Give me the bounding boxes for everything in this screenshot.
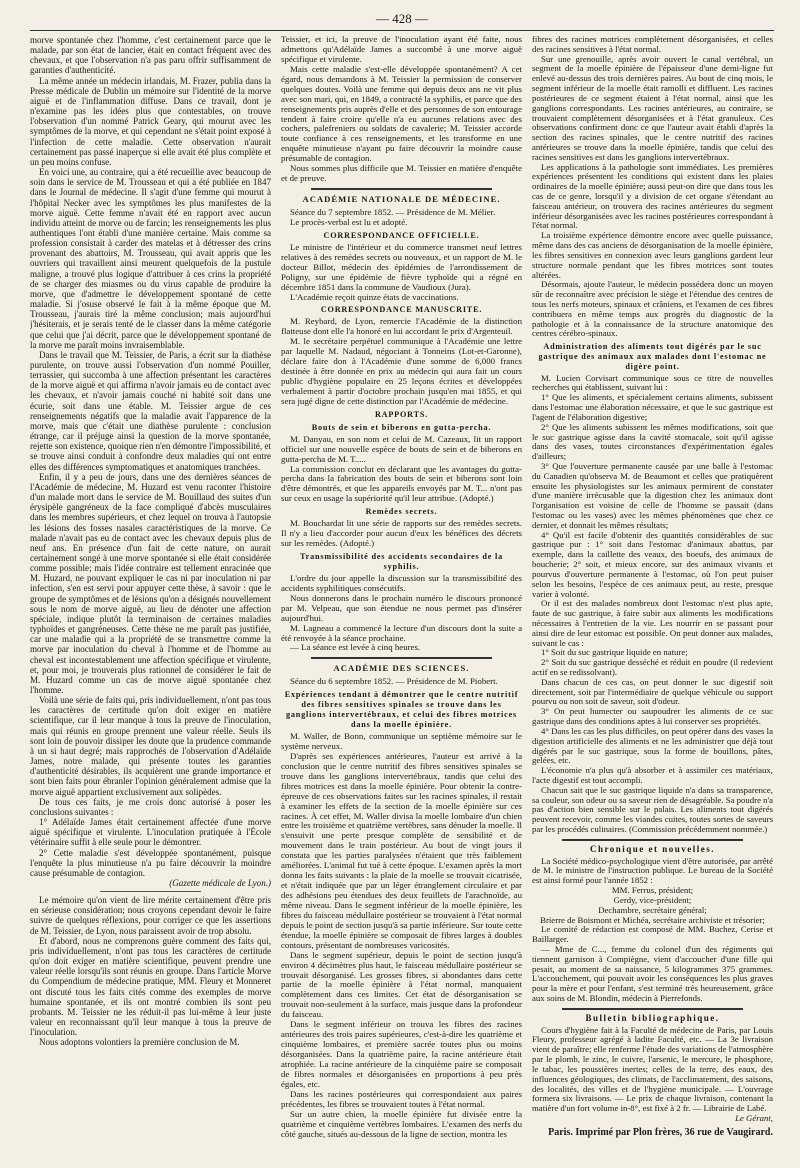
gerant-line: Le Gérant,	[735, 1112, 773, 1123]
paragraph: M. Danyau, en son nom et celui de M. Cazeaux, lit un rapport officiel sur une nouvelle espèce de bouts de sein et de biberons en gutta-percha de M. T.....	[281, 433, 522, 464]
list-item: 2° Que les aliments subissent les mêmes modifications, soit que le suc gastrique agisse dans la cavité stomacale, soit qu'il agisse dans des vases, toutes circonstances d'expérimentation égales d'ailleurs;	[532, 421, 773, 462]
page-number: — 428 —	[376, 11, 428, 26]
paragraph: La Société médico-psychologique vient d'être autorisée, par arrêté de M. le ministre de l'instruction publique. Le bureau de la Société est ainsi formé pour l'année 1852 :	[532, 855, 773, 886]
paragraph: M. Lucien Corvisart communique sous ce titre de nouvelles recherches qui établissent, suivant lui :	[532, 372, 773, 393]
list-item: 3° On peut humecter ou saupoudrer les aliments de ce suc gastrique dans des conditions aptes à lui conserver ses propriétés.	[532, 706, 773, 727]
imprint: Paris. Imprimé par Plon frères, 36 rue de Vaugirard.	[548, 1126, 773, 1138]
paragraph: Teissier, et ici, la preuve de l'inoculation ayant été faite, nous admettons qu'Adélaïde James a succombé à une morve aiguë spécifique et virulente.	[281, 35, 522, 64]
paragraph: Et d'abord, nous ne comprenons guère comment des faits qui, pris individuellement, n'ont pas tous les caractères de certitude qu'on doit exiger en matière scientifique, peuvent prendre une valeur réelle lorsqu'ils sont réunis en groupe. Dans l'article Morve du Compendium de médecine pratique, MM. Fleury et Monneret ont discuté tous les faits cités comme des exemples de morve humaine spontanée, et ils ont montré combien ils sont peu probants. M. Teissier ne les réduit-il pas lui-même à leur juste valeur en reconnaissant qu'il leur manque à tous la preuve de l'inoculation.	[30, 935, 271, 1038]
columns	[30, 35, 774, 1155]
paragraph: Les applications à la pathologie sont immédiates. Les premières expériences présentent les conditions qui existent dans les plaies ordinaires de la moelle épinière; aussi peut-on dire que dans tous les cas de ce genre, lorsqu'il y a division de cet organe s'étendant au faisceau antérieur, on trouvera des racines antérieures du segment inférieur désorganisées avec les racines postérieures correspondant à l'état normal.	[532, 161, 773, 231]
section-divider	[562, 839, 743, 841]
section-divider	[311, 188, 492, 190]
member-line: Brierre de Boismont et Michéa, secrétaire archiviste et trésorier;	[540, 914, 765, 925]
paragraph: M. Lagneau a commencé la lecture d'un discours dont la suite a été renvoyée à la séance prochaine.	[281, 622, 522, 643]
paragraph: 1° Adélaïde James était certainement affectée d'une morve aiguë spécifique et virulente. L'inoculation pratiquée à l'École vétérinaire suffit à elle seule pour le démontrer.	[30, 817, 271, 848]
subheading: Remèdes secrets.	[365, 507, 438, 517]
paragraph: M. Waller, de Bonn, communique un septième mémoire sur le système nerveux.	[281, 731, 522, 751]
paragraph: Cours d'hygiène fait à la Faculté de médecine de Paris, par Louis Fleury, professeur agrégé à ladite Faculté, etc. — La 3e livraison vient de paraître; elle renferme l'étude des variations de l'atmosphère par le plomb, le zinc, le cuivre, l'arsenic, le mercure, le phosphore, le tabac, les poussières inertes; celles de la terre, des eaux, des influences géologiques, des climats, de l'acclimatement, des saisons, des localités, des villes et de l'hygiène municipale. — L'ouvrage formera six livraisons. — Le prix de chaque livraison, contenant la matière d'un fort volume in-8°, est fixé à 2 fr. — Librairie de Labé.	[532, 1024, 773, 1114]
paragraph: De tous ces faits, je me crois donc autorisé à poser les conclusions suivantes :	[30, 796, 271, 817]
subheading: CORRESPONDANCE OFFICIELLE.	[323, 230, 480, 240]
section-heading-bulletin: Bulletin bibliographique.	[585, 1012, 720, 1023]
paragraph: — Mme de C..., femme du colonel d'un des régiments qui tiennent garnison à Compiègne, vient d'accoucher d'une fille qui pesait, au moment de sa naissance, 5 kilogrammes 375 grammes. L'accouchement, qui pouvait avoir les conséquences les plus graves pour la mère et pour l'enfant, s'est terminé très heureusement, grâce aux soins de M. Blondin, médecin à Pierrefonds.	[532, 943, 773, 1003]
paragraph: Dans les racines postérieures qui correspondaient aux paires précédentes, les fibres se trouvaient toutes à l'état normal.	[281, 1088, 522, 1109]
subheading: Expériences tendant à démontrer que le centre nutritif des fibres sensitives spinales se trouve dans les ganglions intervertébraux, et celui des fibres motrices dans la moelle épinière.	[284, 690, 519, 730]
subheading: Bouts de sein et biberons en gutta-percha.	[311, 422, 492, 432]
section-heading-academie-sciences: ACADÉMIE DES SCIENCES.	[333, 663, 470, 674]
paragraph: D'après ses expériences antérieures, l'auteur est arrivé à la conclusion que le centre nutritif des fibres sensitives spinales se trouve dans les ganglions intervertébraux, tandis que celui des fibres motrices est dans la moelle épinière. Pour obtenir la contre-épreuve de ces observations faites sur les racines spinales, il restait à examiner les effets de la section de la moelle épinière sur ces racines. À cet effet, M. Waller divisa la moelle lombaire d'un chien entre les troisième et quatrième vertèbres, sans dénuder la moelle. Il s'ensuivit une perte presque complète de sensibilité et de mouvement dans le train postérieur. Au bout de vingt jours il constata que les parties paralysées n'étaient que très faiblement améliorées. L'animal fut tué à cette époque. L'examen après la mort donna les faits suivants : la plaie de la moelle se trouvait cicatrisée, et n'était indiquée que par un léger étranglement circulaire et par des adhésions peu étendues des deux feuillets de l'arachnoïde, au même niveau. Dans le segment inférieur de la moelle épinière, les fibres du faisceau médullaire postérieur se trouvaient à l'état normal depuis le point de section jusqu'à sa partie inférieure. Sur toute cette étendue, la moelle épinière se composait de fibres larges à doubles contours, présentant de nombreuses varicosités.	[281, 750, 522, 950]
list-item: 1° Soit du suc gastrique liquide en nature;	[541, 647, 688, 658]
member-line: MM. Ferrus, président;	[611, 885, 694, 896]
paragraph: En voici une, au contraire, qui a été recueillie avec beaucoup de soin dans le service de M. Trousseau et qui a été publiée en 1847 dans le Journal de médecine. Il s'agit d'une femme qui mourut à l'hôpital Necker avec les symptômes les plus manifestes de la morve aiguë. Cette femme n'avait été en rapport avec aucun individu atteint de morve ou de farcin; les renseignements les plus authentiques l'ont établi d'une manière certaine. Mais comme sa profession consistait à carder des matelas et à détresser des crins provenant des abattoirs, M. Trousseau, qui avait appris que les ouvriers qui travaillent ainsi meurent quelquefois de la pustule maligne, a trouvé plus logique d'attribuer à ces crins la propriété de se charger des miasmes ou du virus capable de produire la morve, que d'admettre le développement spontané de cette maladie. Si j'osuse observé le fait à la même époque que M. Trousseau, j'aurais tiré la même conclusion; mais aujourd'hui j'hésiterais, et je serais tenté de le classer dans la même catégorie que celui que j'ai décrit, parce que le développement spontané de la morve me paraît moins invraisemblable.	[30, 167, 271, 350]
column-2	[281, 35, 522, 1155]
paragraph: Le procès-verbal est lu et adopté.	[290, 216, 408, 227]
paragraph: Le mémoire qu'on vient de lire mérite certainement d'être pris en sérieuse considération; nous croyons cependant devoir le faire suivre de quelques réflexions, pour corriger ce que les assertions de M. Teissier, de Lyon, nous paraissent avoir de trop absolu.	[30, 895, 271, 936]
subheading: Transmissibilité des accidents secondaires de la syphilis.	[300, 552, 503, 571]
paragraph: Nous adoptons volontiers la première conclusion de M.	[39, 1037, 240, 1048]
subheading: RAPPORTS.	[374, 409, 429, 419]
paragraph: Dans le travail que M. Teissier, de Paris, a écrit sur la diathèse purulente, on trouve aussi l'observation d'un nommé Pouiller, terrassier, qui succomba à une affection présentant les caractères de la morve aiguë et qui affirma n'avoir jamais eu de contact avec les chevaux, et n'avoir jamais couché ni habité soit dans une écurie, soit dans une étable. M. Teissier argue de ces renseignements négatifs que la maladie avait l'apparence de la morve, mais que c'était une diathèse purulente : conclusion étrange, car il préjuge ainsi la question de la morve spontanée, rejette son existence, quoique rien n'en démontre l'impossibilité, et se trouve ainsi conduit à confondre deux maladies qui ont entre elles des différences symptomatiques et anatomiques tranchées.	[30, 349, 271, 472]
paragraph: Voilà une série de faits qui, pris individuellement, n'ont pas tous les caractères de certitude qu'on doit exiger en matière scientifique, car il leur manque à tous la preuve de l'inoculation, mais qui réunis en groupe prennent une valeur réelle. Seuls ils sont loin de pouvoir dissiper les doute que la prudence commande à un si haut degré; mais rapprochés de l'observation d'Adélaïde James, notre malade, qui présente toutes les garanties d'authenticité désirables, ils acquièrent une grande importance et sont bien faits pour ébranler l'opinion généralement admise que la morve aiguë appartient exclusivement aux solipèdes.	[30, 695, 271, 797]
paragraph: L'Académie reçoit quinze états de vaccinations.	[290, 291, 459, 302]
paragraph: Nous donnerons dans le prochain numéro le discours prononcé par M. Velpeau, que son étendue ne nous permet pas d'insérer aujourd'hui.	[281, 592, 522, 623]
paragraph: L'ordre du jour appelle la discussion sur la transmissibilité des accidents syphilitiques consécutifs.	[281, 572, 522, 593]
list-item: 1° Que les aliments, et spécialement certains aliments, subissent dans l'estomac une élaboration nécessaire, et que le suc gastrique est l'agent de l'élaboration digestive;	[532, 392, 773, 422]
column-3	[532, 35, 773, 1155]
section-heading-academie-medecine: ACADÉMIE NATIONALE DE MÉDECINE.	[302, 194, 501, 205]
paragraph: Sur une grenouille, après avoir ouvert le canal vertébral, un segment de la moelle épinière de l'épaisseur d'une demi-ligne fut enlevé au-dessus des trois dernières paires. Au bout de cinq mois, le segment inférieur de la moelle était ramolli et diffluent. Les racines postérieures de ce segment étaient à l'état normal, ainsi que les ganglions correspondants. Les racines antérieures, au contraire, se trouvaient complètement désorganisées et à l'état granuleux. Ces observations confirment donc ce que l'auteur avait établi d'après la section des racines spinales, que le centre nutritif des racines antérieures se trouve dans la moelle épinière, tandis que celui des racines sensitives est dans les ganglions intervertébraux.	[532, 53, 773, 162]
paragraph: Enfin, il y a peu de jours, dans une des dernières séances de l'Académie de médecine, M. Huzard est venu raconter l'histoire d'un malade mort dans le service de M. Bouillaud des suites d'un érysipèle gangréneux de la face compliqué d'abcès musculaires dans les membres supérieurs, et chez lequel on trouva à l'autopsie les lésions des fosses nasales caractéristiques de la morve. Ce malade n'avait pas eu de contact avec les chevaux depuis plus de neuf ans. En présence d'un fait de cette nature, on aurait certainement songé à une morve spontanée si elle était considérée comme possible; mais l'idée contraire est tellement enracinée que M. Huzard, ne pouvant expliquer le cas ni par inoculation ni par infection, s'en est servi pour appuyer cette thèse, à savoir : que le groupe de symptômes et de lésions qu'on a désignés nouvellement sous le nom de morve aiguë, au lieu de dénoter une affection spéciale, indique plutôt la terminaison de certaines maladies typhoïdes et gangréneuses. Cette thèse ne me paraît pas justifiée, car une maladie qui a la propriété de se transmettre comme la morve par inoculation du cheval à l'homme et de l'homme au cheval est incontestablement une affection spécifique et virulente, et, pour moi, je trouverais plus rationnel de considérer le fait de M. Huzard comme un cas de morve aiguë spontanée chez l'homme.	[30, 471, 271, 695]
top-rule	[30, 30, 774, 31]
paragraph: 2° Cette maladie s'est développée spontanément, puisque l'enquête la plus minutieuse n'a pu faire découvrir la moindre cause présumable de contagion.	[30, 847, 271, 878]
paragraph: Désormais, ajoute l'auteur, le médecin possédera donc un moyen sûr de reconnaître avec précision le siège et l'étendue des centres de tous les nerfs moteurs, spinaux et crâniens, et l'examen de ces fibres contribuera en même temps aux progrès du diagnostic de la pathologie et à la connaissance de la structure anatomique des centres cérébro-spinaux.	[532, 279, 773, 339]
paragraph: fibres des racines motrices complètement désorganisées, et celles des racines sensitives à l'état normal.	[532, 35, 773, 54]
paragraph: Nous sommes plus difficile que M. Teissier en matière d'enquête et de preuve.	[281, 163, 522, 184]
paragraph: Mais cette maladie s'est-elle développée spontanément? A cet égard, nous demandons à M. Teissier la permission de conserver quelques doutes. Voilà une femme qui depuis deux ans ne vit plus avec son mari, qui, en 1849, a contracté la syphilis, et parce que des renseignements pris auprès d'elle et des personnes de son entourage tendent à faire croire qu'elle n'a eu aucunes relations avec des cochers, palefreniers ou soldats de cavalerie; M. Teissier accorde toute confiance à ces renseignements, et les transforme en une enquête minutieuse n'ayant pu faire découvrir la moindre cause présumable de contagion.	[281, 63, 522, 164]
list-item: Dans chacun de ces cas, on peut donner le suc digestif soit directement, soit par l'intermédiaire de quelque véhicule ou support pourvu ou non soit de saveur, soit d'odeur.	[532, 676, 773, 707]
paragraph: Le comité de rédaction est composé de MM. Buchez, Cerise et Baillarger.	[532, 924, 773, 945]
column-1	[30, 35, 271, 1155]
section-divider	[562, 1008, 743, 1010]
member-line: Dechambre, secrétaire général;	[598, 904, 707, 915]
paragraph: M. le secrétaire perpétuel communique à l'Académie une lettre par laquelle M. Nadaud, négociant à Tonneins (Lot-et-Garonne), déclare faire don à l'Académie d'une somme de 6,000 francs destinée à être donnée en prix au médecin qui aura fait un cours public d'hygiène populaire en 25 leçons écrites et développées verbalement à partir d'octobre prochain jusqu'en mai 1855, et qui sera jugé digne de cette distinction par l'Académie de médecine.	[281, 336, 522, 406]
paragraph: M. Bouchardat lit une série de rapports sur des remèdes secrets. Il n'y a lieu d'accorder pour aucun d'eux les bénéfices des décrets sur les remèdes. (Adopté.)	[281, 518, 522, 549]
seance-line: Séance du 7 septembre 1852. — Présidence de M. Mélier.	[290, 207, 496, 217]
page	[30, 10, 774, 1160]
source-signature: (Gazette médicale de Lyon.)	[169, 877, 271, 888]
paragraph: La commission conclut en déclarant que les avantages du gutta-percha dans la fabrication des bouts de sein et biberons sont loin d'être démontrés, et que les appareils envoyés par M. T... n'ont pas sur ceux en usage la supériorité qu'il leur attribue. (Adopté.)	[281, 463, 522, 504]
list-item: 3° Que l'ouverture permanente causée par une balle à l'estomac du Canadien qu'observa M. de Beaumont et celles que pratiquèrent ensuite les physiologistes sur les animaux permirent de constater d'une manière irrécusable que la digestion chez les animaux dont l'organisation est voisine de celle de l'homme se passait (dans l'estomac ou les vases) avec les mêmes phénomènes que chez ce dernier, et donnait les mêmes résultats;	[532, 460, 773, 530]
list-item: 4° Dans les cas les plus difficiles, on peut opérer dans des vases la digestion artificielle des aliments et ne les administrer que déjà tout digérés par le suc gastrique, sous la forme de bouillons, pâtes, gelées, etc.	[532, 725, 773, 766]
subheading: CORRESPONDANCE MANUSCRITE.	[320, 305, 483, 315]
list-item: 2° Soit du suc gastrique desséché et réduit en poudre (il redevient actif en se redissolvant).	[532, 657, 773, 677]
section-heading-chronique: Chronique et nouvelles.	[589, 843, 716, 854]
list-item: 4° Qu'il est facile d'obtenir des quantités considérables de suc gastrique pur : 1° soit dans l'estomac d'animaux abattus, par exemple, dans la caillette des veaux, des boeufs, des animaux de boucherie; 2° soit, et mieux encore, sur des animaux vivants et pourvus d'ouverture permanente à l'estomac, où l'on peut puiser selon les besoins, l'espèce de ces animaux peut, au reste, presque varier à volonté.	[532, 529, 773, 599]
divider	[100, 891, 201, 892]
subheading: Administration des aliments tout digérés par le suc gastrique des animaux aux malades dont l'estomac ne digère point.	[538, 342, 767, 371]
paragraph: Or il est des malades nombreux dont l'estomac n'est plus apte, faute de suc gastrique, à faire subir aux aliments les modifications nécessaires à l'entretien de la vie. Les nourrir en se passant pour ainsi dire de leur estomac est possible. On peut donner aux malades, suivant le cas :	[532, 598, 773, 648]
member-line: Gerdy, vice-président;	[613, 894, 692, 905]
paragraph: La même année un médecin irlandais, M. Frazer, publia dans la Presse médicale de Dublin un mémoire sur l'identité de la morve aiguë et de l'inflammation diffuse. Dans ce travail, dont je n'examine pas les idées plus que contestables, on trouve l'observation d'un nommé Patrick Geary, qui mourut avec les symptômes de la morve, et qui cependant ne s'était point exposé à l'infection de cette maladie. Cette observation n'aurait certainement pas passé inaperçue si elle avait été plus complète et un peu moins confuse.	[30, 75, 271, 167]
paragraph: — La séance est levée à cinq heures.	[290, 642, 421, 653]
paragraph: Le ministre de l'intérieur et du commerce transmet neuf lettres relatives à des remèdes secrets ou nouveaux, et un rapport de M. le docteur Billot, médecin des épidémies de l'arrondissement de Poligny, sur une épidémie de fièvre typhoïde qui a régné en décembre 1851 dans la commune de Vaudioux (Jura).	[281, 241, 522, 292]
list-item: L'économie n'a plus qu'à absorber et à assimiler ces matériaux, l'acte digestif est tout accompli.	[532, 765, 773, 785]
paragraph: morve spontanée chez l'homme, c'est certainement parce que le malade, par son état de lancier, était en contact fréquent avec des chevaux, et que l'observation n'a pas paru offrir suffisamment de garanties d'authenticité.	[30, 35, 271, 76]
paragraph: Dans le segment inférieur on trouva les fibres des racines antérieures des trois paires supérieures, c'est-à-dire les quatrième et cinquième lombaires, et première sacrée toutes plus ou moins désorganisées. Dans la quatrième paire, la racine antérieure était atrophiée. La racine antérieure de la cinquième paire se composait de fibres normales et désorganisées en proportions à peu près égales, etc.	[281, 1019, 522, 1089]
paragraph: M. Reybard, de Lyon, remercie l'Académie de la distinction flatteuse dont elle l'a honoré en lui accordant le prix d'Argenteuil.	[281, 316, 522, 337]
list-item: Chacun sait que le suc gastrique liquide n'a dans sa transparence, sa couleur, son odeur ou sa saveur rien de désagréable. Sa poudre n'a pas d'action bien sensible sur le palais. Les aliments tout digérés peuvent recevoir, comme les viandes cuites, toutes sortes de saveurs par les procédés culinaires. (Commission précédemment nommée.)	[532, 784, 773, 834]
paragraph: La troisième expérience démontre encore avec quelle puissance, même dans des cas anciens de désorganisation de la moelle épinière, les fibres sensitives en connexion avec leurs ganglions gardent leur structure normale pendant que les fibres motrices sont toutes altérées.	[532, 230, 773, 280]
seance-line: Séance du 6 septembre 1852. — Présidence de M. Piobert.	[290, 676, 498, 687]
section-divider	[311, 657, 492, 659]
paragraph: Sur un autre chien, la moelle épinière fut divisée entre la quatrième et cinquième vertèbres lombaires. L'examen des nerfs du côté gauche, situés au-dessous de la ligne de section, montra les	[281, 1108, 522, 1139]
paragraph: Dans le segment supérieur, depuis le point de section jusqu'à environ 4 décimètres plus haut, le faisceau médullaire postérieur se trouvait désorganisé. Les grosses fibres, si abondantes dans cette partie de la moelle épinière à l'état normal, manquaient complètement dans ces limites. Cet état de désorganisation se trouvait non-seulement à la surface, mais jusque dans la profondeur du faisceau.	[281, 949, 522, 1020]
